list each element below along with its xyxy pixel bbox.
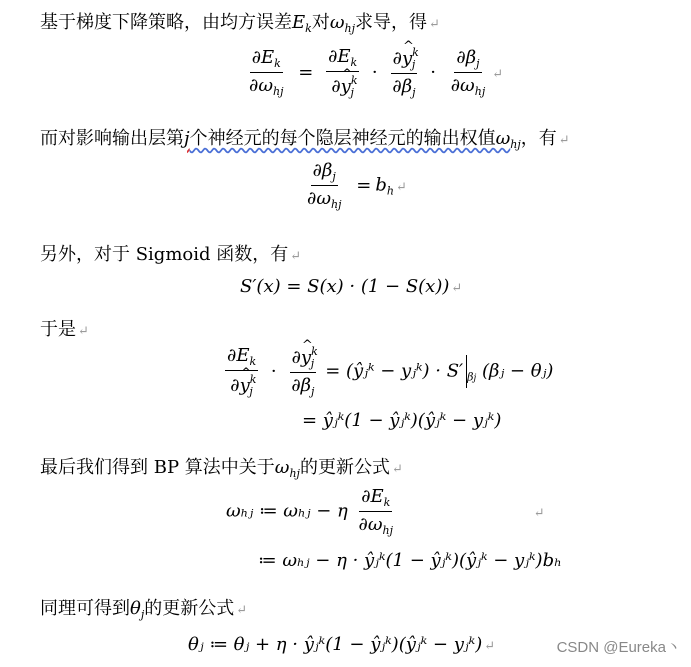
symbol-j: j (184, 128, 190, 149)
equation-4b: = ŷⱼᵏ(1 − ŷⱼᵏ)(ŷⱼᵏ − yⱼᵏ) (302, 410, 502, 431)
subscript-hj: hj (510, 138, 521, 151)
fraction: $\frac{\partial\beta_j}{\partial\omega_{hj}}$ (307, 160, 342, 212)
equation-2: $\frac{\partial\beta_j}{\partial\omega_{hj}}$ = $b_h$ ↵ (307, 160, 407, 212)
text-fragment: 最后我们得到 BP 算法中关于 (40, 457, 275, 478)
sigmoid-derivative: S′(x) = S(x) · (1 − S(x)) (240, 276, 450, 297)
symbol-omega: ω (495, 128, 511, 149)
equation-5b: ≔ ωₕⱼ − η · ŷⱼᵏ(1 − ŷⱼᵏ)(ŷⱼᵏ − yⱼᵏ)bₕ (258, 550, 562, 571)
text-line-2: 而对影响输出层第j个神经元的每个隐层神经元的输出权值$\omega_{hj}$，有 ↵ (40, 128, 570, 151)
text-fragment: 基于梯度下降策略，由均方误差 (40, 12, 292, 33)
symbol-omega: ω (329, 12, 345, 33)
fraction: $\frac{\partial E_k}{\partial\omega_{hj}}$ (249, 47, 284, 99)
text-fragment: 的更新公式 (144, 598, 235, 619)
equation-4a: $\frac{\partial E_k}{\partial\^{} y^k_j}$ · $\frac{\partial\^{} y^k_j}{\partial\beta_j}$ = (ŷⱼᵏ − yⱼᵏ) · S′ $_{\beta j}$ (βⱼ − θⱼ) (222, 345, 553, 398)
watermark: CSDN @Eureka丶 (556, 639, 681, 656)
subscript-hj: hj (289, 467, 300, 480)
paragraph-mark: ↵ (429, 17, 440, 32)
equation-1: $\frac{\partial E_k}{\partial\omega_{hj}}$ = $\frac{\partial E_k}{\partial\^{} y^k_j}$ · $\frac{\partial\^{} y^k_j}{\partial\beta_j}$ · $\frac{\partial\beta_j}{\partial\omega_{hj}}$ ↵ (244, 46, 503, 99)
equation-3: S′(x) = S(x) · (1 − S(x)) ↵ (240, 276, 463, 297)
symbol-theta: θ (130, 598, 141, 619)
fraction: $\frac{\partial E_k}{\partial\^{} y^k_j}$ (225, 345, 258, 398)
symbol-omega: ω (274, 457, 290, 478)
symbol-E: E (292, 12, 306, 33)
text-fragment: 于是 (40, 319, 76, 340)
subscript-k: k (305, 22, 312, 35)
equation-6: θⱼ ≔ θⱼ + η · ŷⱼᵏ(1 − ŷⱼᵏ)(ŷⱼᵏ − yⱼᵏ) ↵ (188, 634, 496, 655)
text-fragment: 求导，得 (355, 12, 427, 33)
fraction: $\frac{\partial E_k}{\partial\^{} y^k_j}$ (326, 46, 359, 99)
fraction: $\frac{\partial E_k}{\partial\omega_{hj}}$ (358, 486, 394, 538)
text-fragment: 另外，对于 Sigmoid 函数，有 (40, 244, 289, 265)
text-fragment: 的更新公式 (299, 457, 390, 478)
equation-5a: ωₕⱼ ≔ ωₕⱼ − η $\frac{\partial E_k}{\partial\omega_{hj}}$ ↵ (226, 486, 545, 538)
text-line-4: 于是 ↵ (40, 319, 89, 340)
text-line-5: 最后我们得到 BP 算法中关于$\omega_{hj}$的更新公式 ↵ (40, 457, 403, 480)
text-fragment: 个神经元的每个隐层神经元的输出权值 (189, 128, 496, 149)
text-fragment: ，有 (520, 128, 557, 149)
fraction: $\frac{\partial\beta_j}{\partial\omega_{hj}}$ (450, 47, 486, 99)
fraction: $\frac{\partial\^{} y^k_j}{\partial\beta_j}$ (390, 46, 417, 99)
subscript-hj: hj (344, 22, 355, 35)
text-line-6: 同理可得到$\theta_j$的更新公式 ↵ (40, 598, 248, 621)
text-line-3: 另外，对于 Sigmoid 函数，有 ↵ (40, 244, 302, 265)
fraction: $\frac{\partial\^{} y^k_j}{\partial\beta_j}$ (289, 345, 316, 398)
text-line-1 (40, 8, 440, 35)
text-fragment: 同理可得到 (40, 598, 130, 619)
text-fragment: 而对影响输出层第 (40, 128, 184, 149)
text-fragment: 对 (311, 12, 330, 33)
subscript-j: j (140, 608, 145, 621)
